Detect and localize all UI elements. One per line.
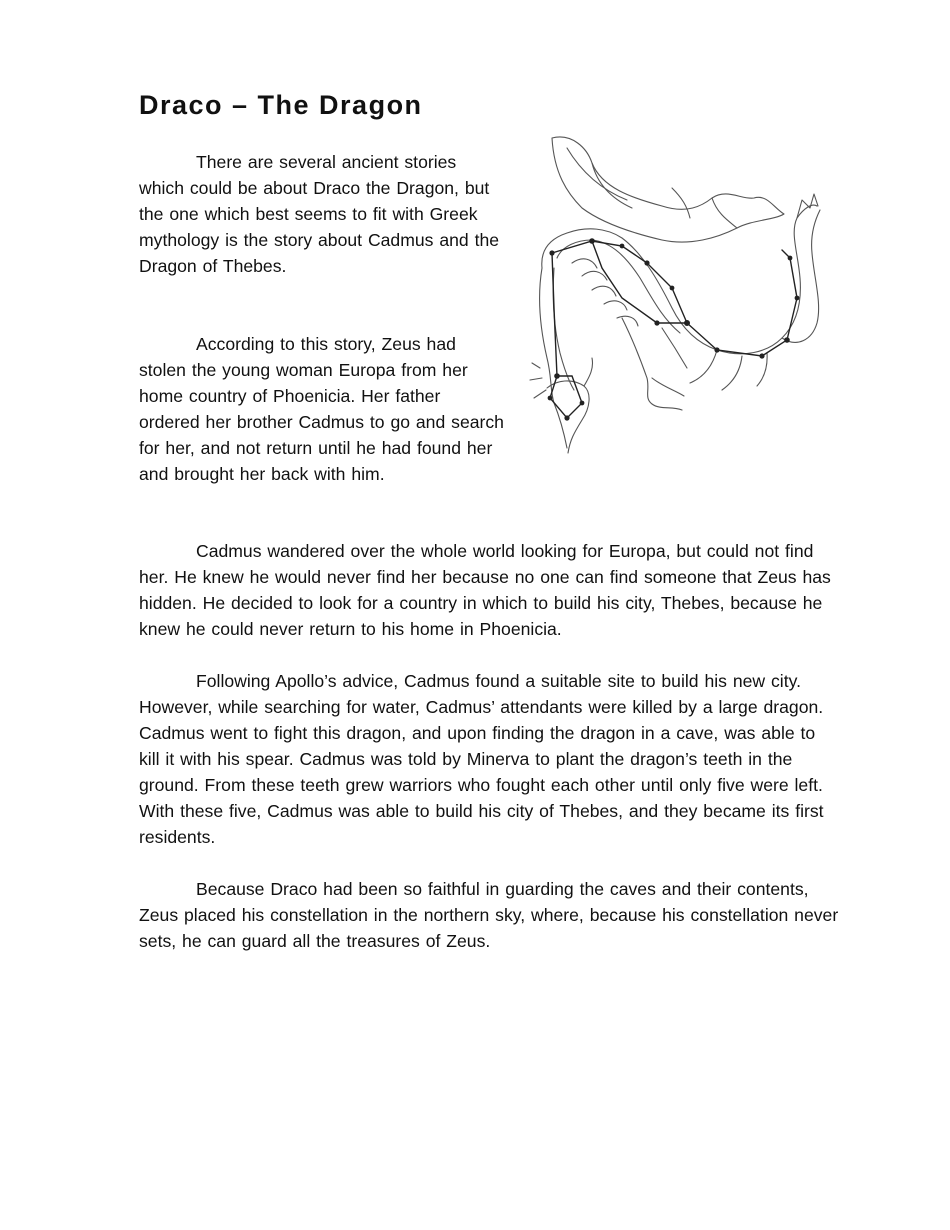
body-outline — [542, 205, 817, 354]
star — [554, 373, 560, 379]
star — [795, 296, 800, 301]
star — [759, 353, 764, 358]
star — [620, 244, 625, 249]
star — [654, 320, 659, 325]
dragon-illustration — [512, 128, 830, 463]
paragraph-intro: There are several ancient stories which could be about Draco the Dragon, but the one which best seems to fit with Greek mythology is the story about Cadmus and the Dragon of Thebes. — [139, 152, 500, 276]
dragon-constellation-icon — [512, 128, 830, 463]
paragraph-thebes: Following Apollo’s advice, Cadmus found a suitable site to build his new city. However, while searching for water, Cadmus’ attendants were killed by a large dragon. Cadmus went to fight this dragon, and upon finding the dragon in a cave, was able to kill it with his spear. Cadmus was told by Minerva to plant the dragon’s teeth in the ground. From these teeth grew warriors who fought each other until only five were left. With these five, Cadmus was able to build his city of Thebes, and they became its first residents. — [139, 671, 824, 847]
star — [589, 238, 595, 244]
document-title: Draco – The Dragon — [139, 90, 423, 120]
constellation-lines — [552, 241, 797, 356]
star — [564, 415, 569, 420]
paragraph-constellation: Because Draco had been so faithful in guarding the caves and their contents, Zeus placed his constellation in the northern sky, where, because his constellation never sets, he can guard all the treasures of Zeus. — [139, 879, 839, 951]
star — [714, 347, 719, 352]
wing-outline — [552, 137, 784, 242]
paragraph-wandering: Cadmus wandered over the whole world looking for Europa, but could not find her. He knew he would never find her because no one can find someone that Zeus has hidden. He decided to look for a country in which to build his city, Thebes, because he knew he could never return to his home in Phoenicia. — [139, 541, 831, 639]
star — [788, 256, 793, 261]
star — [684, 320, 690, 326]
leg-outline — [622, 318, 682, 410]
star — [784, 337, 790, 343]
star — [580, 401, 585, 406]
star — [670, 286, 675, 291]
star — [548, 396, 553, 401]
paragraph-europa: According to this story, Zeus had stolen the young woman Europa from her home country of Phoenicia. Her father ordered her brother Cadmus to go and search for her, and not return until he had found her and brought her back with him. — [139, 334, 504, 484]
star — [644, 260, 649, 265]
tail-outline — [690, 350, 767, 390]
star — [549, 250, 554, 255]
